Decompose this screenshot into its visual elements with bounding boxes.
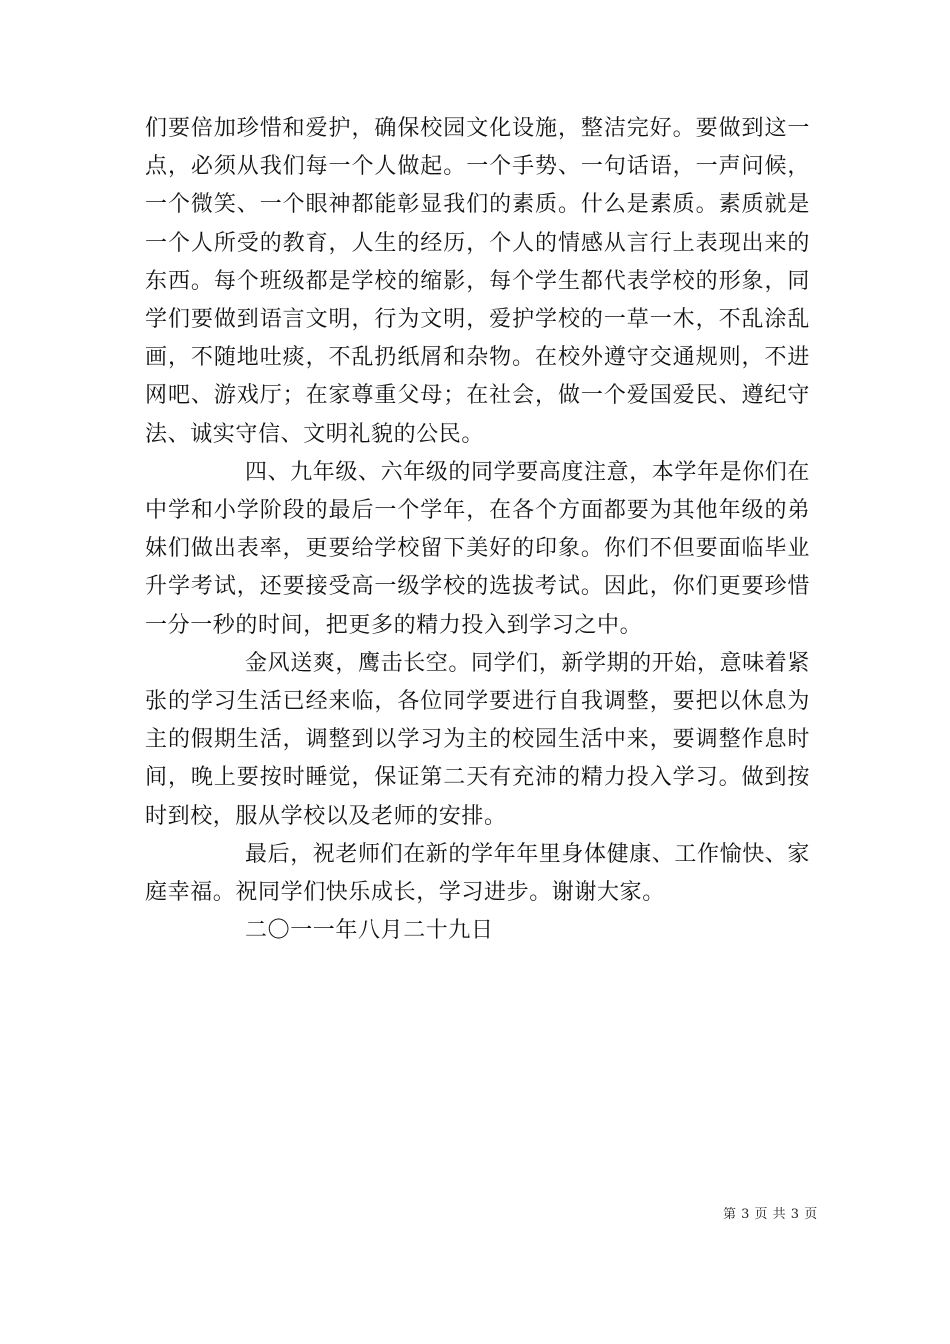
page-number-footer: 第 3 页 共 3 页 (723, 1207, 818, 1222)
paragraph-1: 们要倍加珍惜和爱护，确保校园文化设施，整洁完好。要做到这一点，必须从我们每一个人做起。一个手势、一句话语，一声问候，一个微笑、一个眼神都能彰显我们的素质。什么是素质。素质就是一个人所受的教育，人生的经历，个人的情感从言行上表现出来的东西。每个班级都是学校的缩影，每个学生都代表学校的形象，同学们要做到语言文明，行为文明，爱护学校的一草一木，不乱涂乱画，不随地吐痰，不乱扔纸屑和杂物。在校外遵守交通规则，不进网吧、游戏厅；在家尊重父母；在社会，做一个爱国爱民、遵纪守法、诚实守信、文明礼貌的公民。 (145, 116, 810, 447)
document-body (145, 110, 810, 950)
paragraph-2: 四、九年级、六年级的同学要高度注意，本学年是你们在中学和小学阶段的最后一个学年，在各个方面都要为其他年级的弟妹们做出表率，更要给学校留下美好的印象。你们不但要面临毕业升学考试，还要接受高一级学校的选拔考试。因此，你们更要珍惜一分一秒的时间，把更多的精力投入到学习之中。 (145, 459, 811, 638)
paragraph-4: 最后，祝老师们在新的学年年里身体健康、工作愉快、家庭幸福。祝同学们快乐成长，学习进步。谢谢大家。 (145, 841, 811, 906)
document-date: 二〇一一年八月二十九日 (245, 918, 494, 944)
paragraph-3: 金风送爽，鹰击长空。同学们，新学期的开始，意味着紧张的学习生活已经来临，各位同学要进行自我调整，要把以休息为主的假期生活，调整到以学习为主的校园生活中来，要调整作息时间，晚上要按时睡觉，保证第二天有充沛的精力投入学习。做到按时到校，服从学校以及老师的安排。 (145, 650, 811, 829)
